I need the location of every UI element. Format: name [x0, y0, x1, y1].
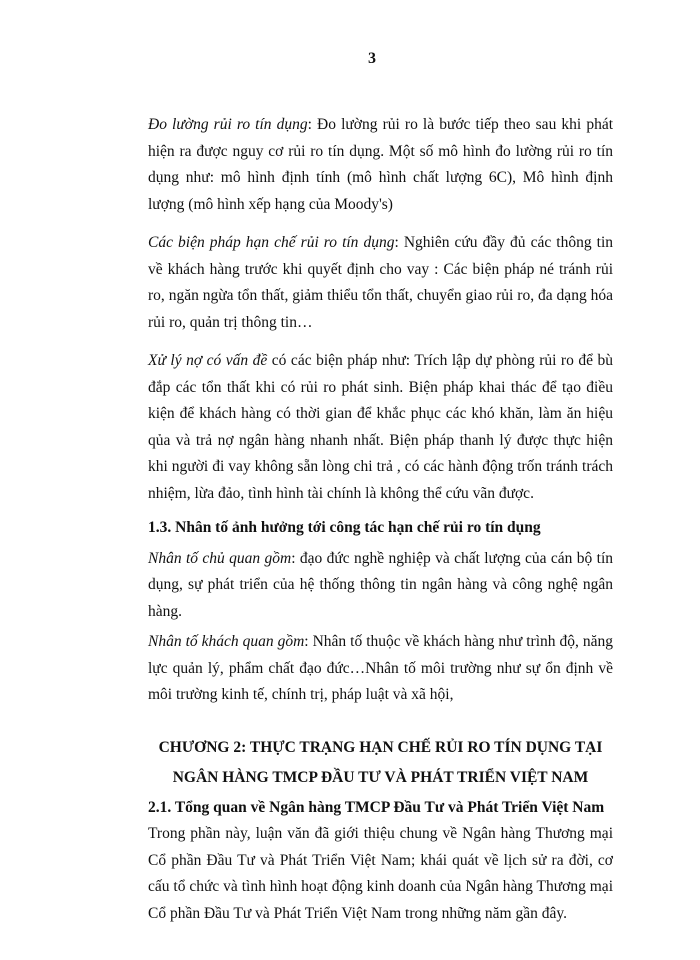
page-number: 3 — [368, 50, 376, 67]
paragraph-overview: Trong phần này, luận văn đã giới thiệu chung về Ngân hàng Thương mại Cổ phần Đầu Tư và Phát Triển Việt Nam; khái quát về lịch sử ra đời, cơ cấu tổ chức và tình hình hoạt động kinh doanh của Ngân hàng Thương mại Cổ phần Đầu Tư và Phát Triển Việt Nam trong những năm gần đây. — [148, 825, 613, 922]
paragraph-problem-debt-handling — [148, 348, 613, 507]
term-risk-limitation-measures: Các biện pháp hạn chế rủi ro tín dụng — [148, 234, 395, 251]
term-subjective-factors: Nhân tố chủ quan gồm — [148, 549, 292, 567]
paragraph-text: : đạo đức nghề nghiệp và chất lượng của cán bộ tín dụng, sự phát triển của hệ thống thông tin ngân hàng và công nghệ ngân hàng. — [148, 549, 614, 620]
chapter-title-line-2: NGÂN HÀNG TMCP ĐẦU TƯ VÀ PHÁT TRIỂN VIỆT NAM — [172, 768, 589, 786]
section-heading-1-3: 1.3. Nhân tố ảnh hưởng tới công tác hạn chế rủi ro tín dụng — [148, 519, 541, 536]
term-problem-debt-handling: Xử lý nợ có vấn đề — [148, 352, 268, 369]
paragraph-text: : Đo lường rủi ro là bước tiếp theo sau khi phát hiện ra được nguy cơ rủi ro tín dụng. Một số mô hình đo lường rủi ro tín dụng như: mô hình định tính (mô hình chất lượng 6C), Mô hình định lượng (mô hình xếp hạng của Moody's) — [148, 116, 614, 213]
paragraph-objective-factors — [148, 629, 613, 709]
chapter-title-line-1: CHƯƠNG 2: THỰC TRẠNG HẠN CHẾ RỦI RO TÍN DỤNG TẠI — [158, 738, 603, 756]
paragraph-text: : Nghiên cứu đầy đủ các thông tin về khách hàng trước khi quyết định cho vay : Các biện pháp né tránh rủi ro, ngăn ngừa tổn thất, giảm thiểu tổn thất, chuyển giao rủi ro, đa dạng hóa rủi ro, quản trị thông tin… — [148, 234, 613, 331]
paragraph-risk-limitation-measures — [148, 230, 613, 336]
section-heading-2-1: 2.1. Tổng quan về Ngân hàng TMCP Đầu Tư và Phát Triển Việt Nam — [148, 798, 605, 816]
term-credit-risk-measurement: Đo lường rủi ro tín dụng — [148, 116, 308, 133]
paragraph-text: có các biện pháp như: Trích lập dự phòng rủi ro để bù đắp các tổn thất khi có rủi ro phát sinh. Biện pháp khai thác để tạo điều kiện để khách hàng có thời gian để khắc phục các khó khăn, làm ăn hiệu qủa và trả nợ ngân hàng nhanh nhất. Biện pháp thanh lý được thực hiện khi người đi vay không sẵn lòng chi trả , có các hành động trốn tránh trách nhiệm, lừa đảo, tình hình tài chính là không thể cứu vãn được. — [148, 352, 613, 502]
paragraph-text: : Nhân tố thuộc về khách hàng như trình độ, năng lực quản lý, phẩm chất đạo đức…Nhân tố môi trường như sự ổn định về môi trường kinh tế, chính trị, pháp luật và xã hội, — [148, 633, 613, 703]
paragraph-subjective-factors — [148, 546, 613, 626]
paragraph-credit-risk-measurement — [148, 112, 613, 218]
term-objective-factors: Nhân tố khách quan gồm — [148, 633, 305, 650]
document-body — [148, 112, 613, 927]
